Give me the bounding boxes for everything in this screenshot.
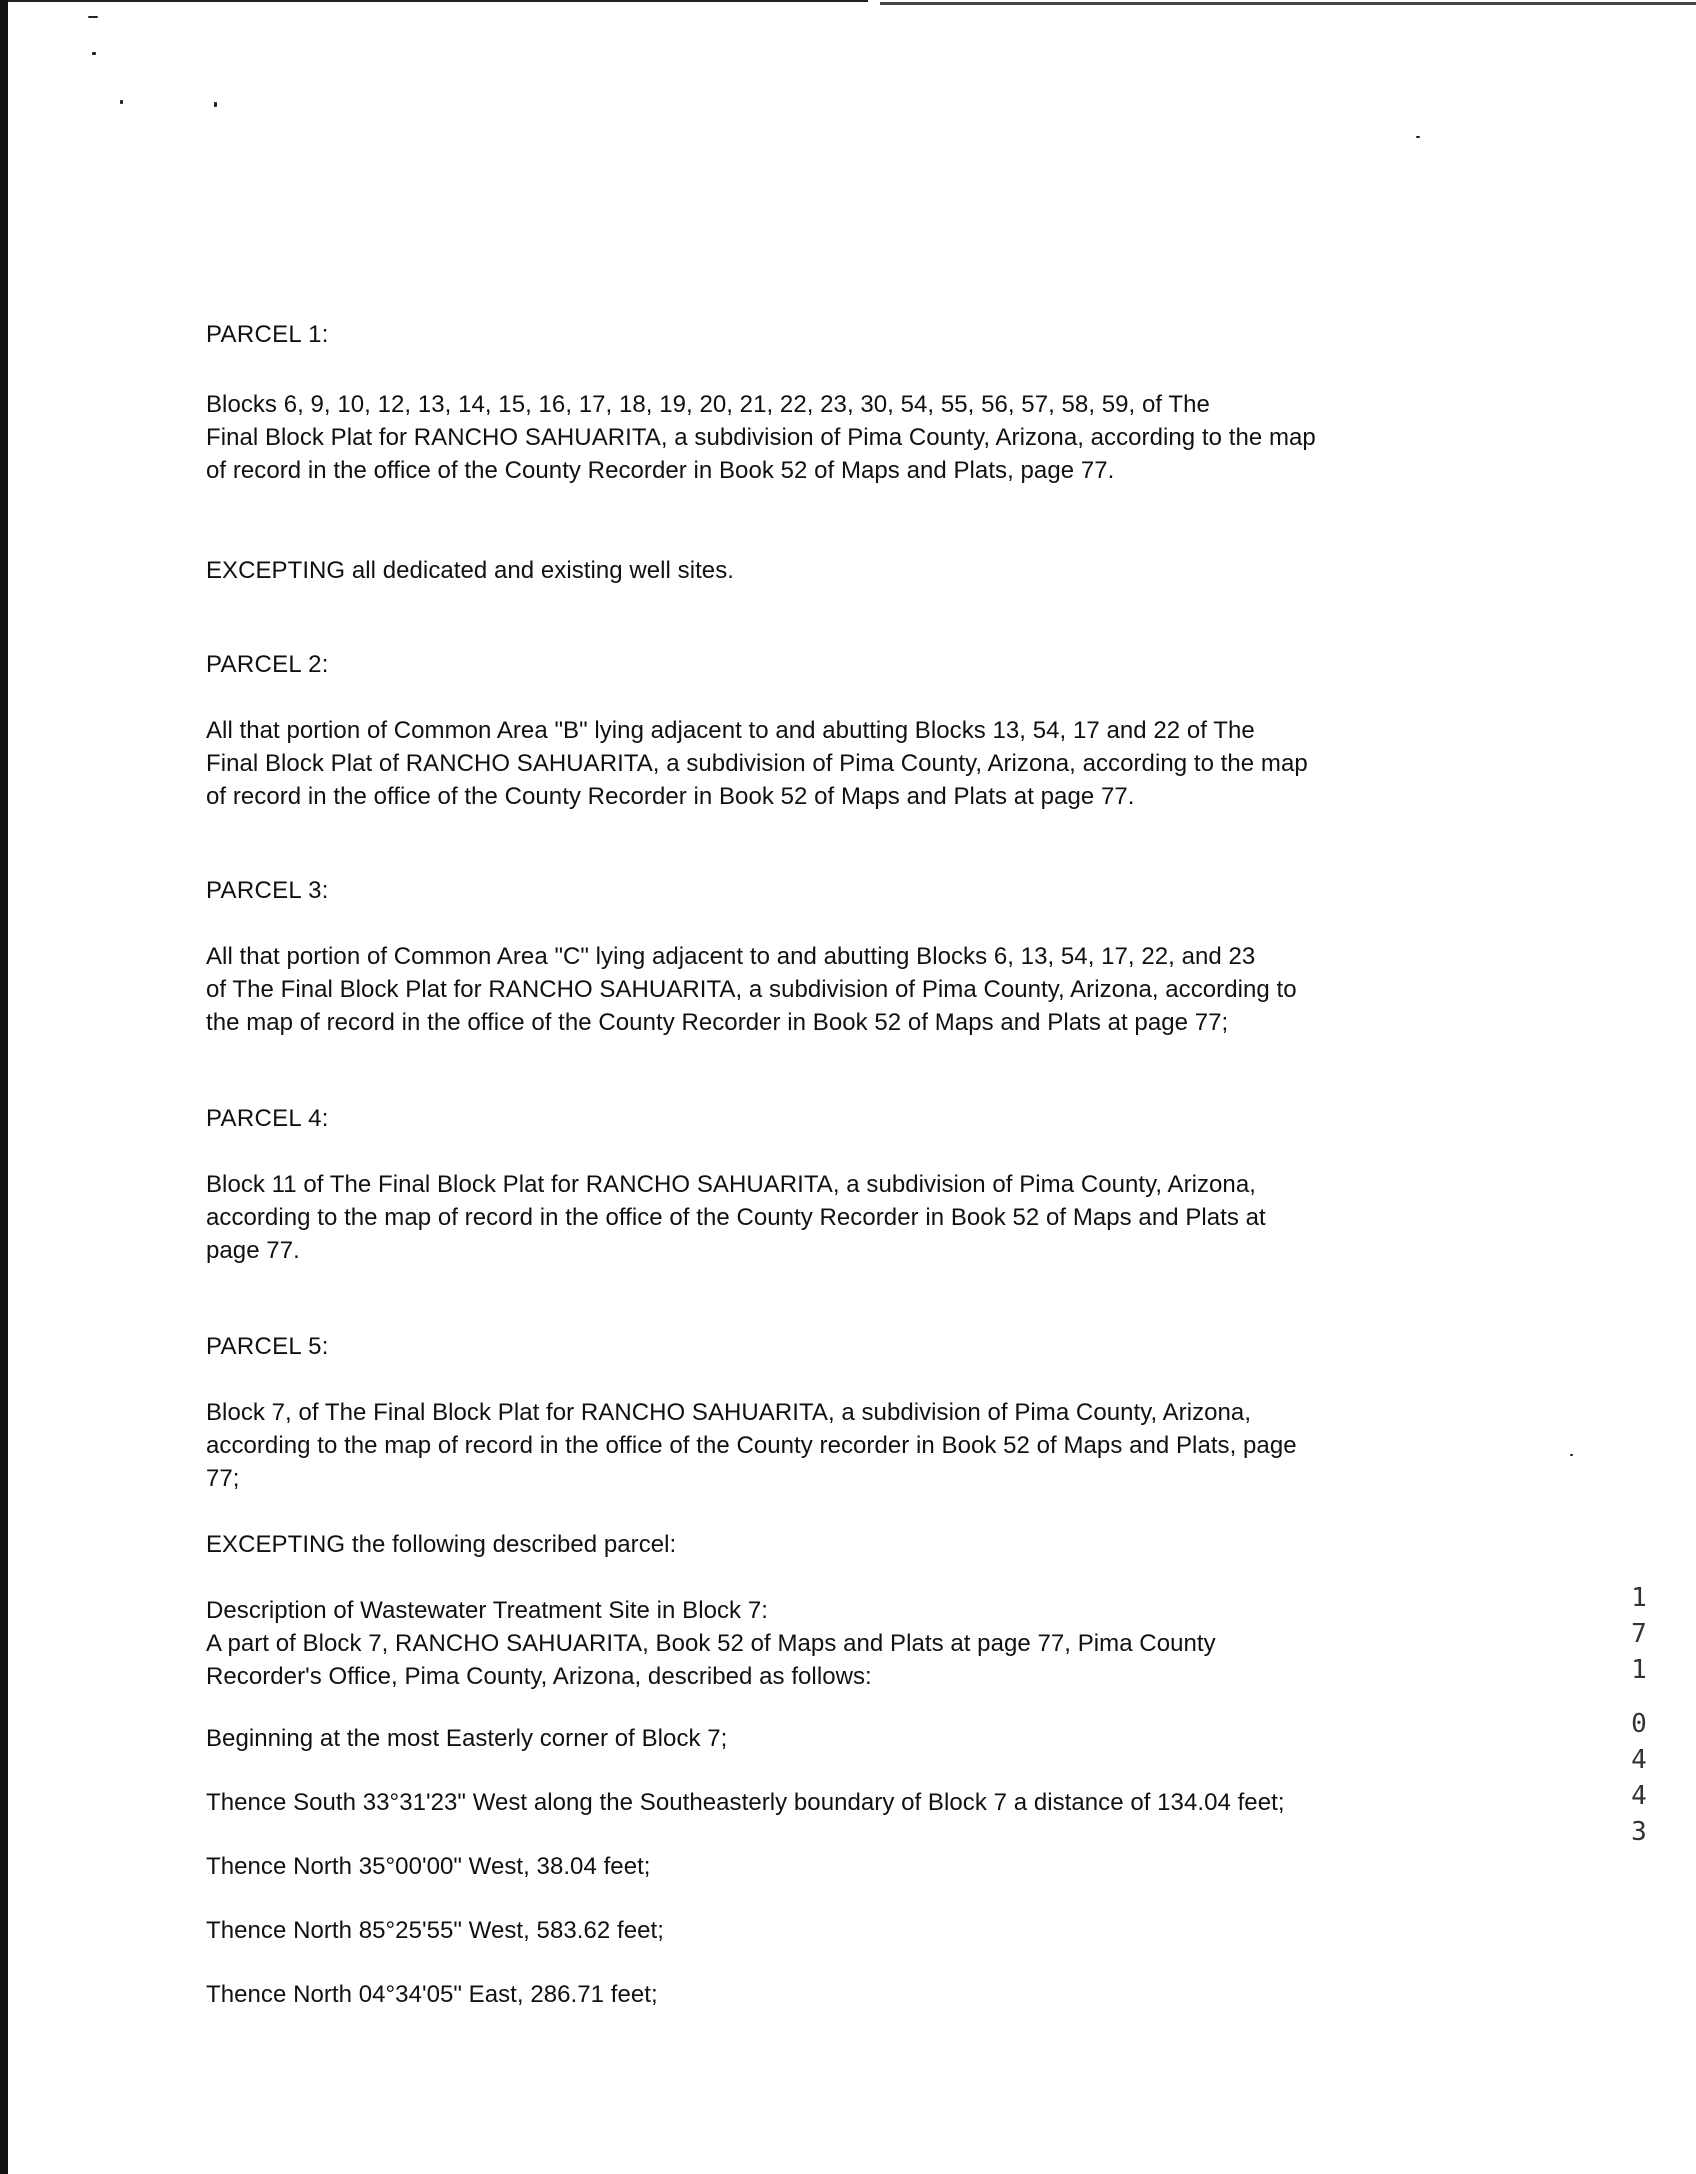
text-line: 77; [206,1465,240,1492]
stamp-char: 1 [1631,1655,1647,1685]
scan-speck [92,52,96,55]
scan-speck [1570,1454,1573,1456]
text-line: Blocks 6, 9, 10, 12, 13, 14, 15, 16, 17, 18, 19, 20, 21, 22, 23, 30, 54, 55, 56, 57, 58, 59, of The [206,391,1210,418]
scan-speck [214,102,217,107]
parcel-4-description [206,1168,1502,1267]
parcel-4-heading: PARCEL 4: [206,1105,329,1132]
parcel-1-heading: PARCEL 1: [206,321,329,348]
text-line: Final Block Plat of RANCHO SAHUARITA, a subdivision of Pima County, Arizona, according to the map [206,750,1308,777]
stamp-char: 0 [1631,1709,1647,1739]
course-line: Thence North 04°34'05" East, 286.71 feet; [206,1981,658,2008]
text-line: of record in the office of the County Recorder in Book 52 of Maps and Plats, page 77. [206,457,1115,484]
text-line: All that portion of Common Area "C" lying adjacent to and abutting Blocks 6, 13, 54, 17, 22, and 23 [206,943,1256,970]
text-line: Final Block Plat for RANCHO SAHUARITA, a subdivision of Pima County, Arizona, according to the map [206,424,1316,451]
parcel-2-description [206,714,1502,813]
parcel-1-excepting: EXCEPTING all dedicated and existing well sites. [206,557,734,584]
stamp-char: 3 [1631,1817,1647,1847]
scan-top-rule [8,0,868,2]
wastewater-site-description [206,1594,1502,1693]
text-line: of record in the office of the County Recorder in Book 52 of Maps and Plats at page 77. [206,783,1135,810]
scan-speck [88,16,98,18]
course-line: Thence North 35°00'00" West, 38.04 feet; [206,1853,651,1880]
scan-left-edge [0,0,8,2174]
stamp-char: 1 [1631,1583,1647,1613]
text-line: of The Final Block Plat for RANCHO SAHUARITA, a subdivision of Pima County, Arizona, according to [206,976,1297,1003]
text-line: All that portion of Common Area "B" lying adjacent to and abutting Blocks 13, 54, 17 and 22 of The [206,717,1255,744]
stamp-char: 4 [1631,1745,1647,1775]
parcel-1-description [206,388,1502,487]
parcel-5-heading: PARCEL 5: [206,1333,329,1360]
parcel-5-excepting: EXCEPTING the following described parcel: [206,1531,677,1558]
course-line: Thence North 85°25'55" West, 583.62 feet; [206,1917,664,1944]
text-line: the map of record in the office of the County Recorder in Book 52 of Maps and Plats at page 77; [206,1009,1229,1036]
text-line: Recorder's Office, Pima County, Arizona, described as follows: [206,1663,872,1690]
point-of-beginning: Beginning at the most Easterly corner of Block 7; [206,1725,728,1752]
course-line: Thence South 33°31'23" West along the Southeasterly boundary of Block 7 a distance of 134.04 feet; [206,1789,1285,1816]
parcel-2-heading: PARCEL 2: [206,651,329,678]
stamp-char: 7 [1631,1619,1647,1649]
margin-recording-stamp [1626,1580,1652,1850]
text-line: page 77. [206,1237,300,1264]
text-line: Block 11 of The Final Block Plat for RANCHO SAHUARITA, a subdivision of Pima County, Arizona, [206,1171,1256,1198]
scan-speck [120,100,123,104]
site-title: Description of Wastewater Treatment Site in Block 7: [206,1597,768,1624]
parcel-3-description [206,940,1502,1039]
text-line: according to the map of record in the office of the County recorder in Book 52 of Maps and Plats, page [206,1432,1297,1459]
text-line: A part of Block 7, RANCHO SAHUARITA, Book 52 of Maps and Plats at page 77, Pima County [206,1630,1216,1657]
scan-speck [1416,136,1420,138]
scan-top-rule [880,2,1696,5]
text-line: according to the map of record in the office of the County Recorder in Book 52 of Maps and Plats at [206,1204,1266,1231]
stamp-char: 4 [1631,1781,1647,1811]
parcel-3-heading: PARCEL 3: [206,877,329,904]
text-line: Block 7, of The Final Block Plat for RANCHO SAHUARITA, a subdivision of Pima County, Arizona, [206,1399,1252,1426]
parcel-5-description [206,1396,1502,1495]
